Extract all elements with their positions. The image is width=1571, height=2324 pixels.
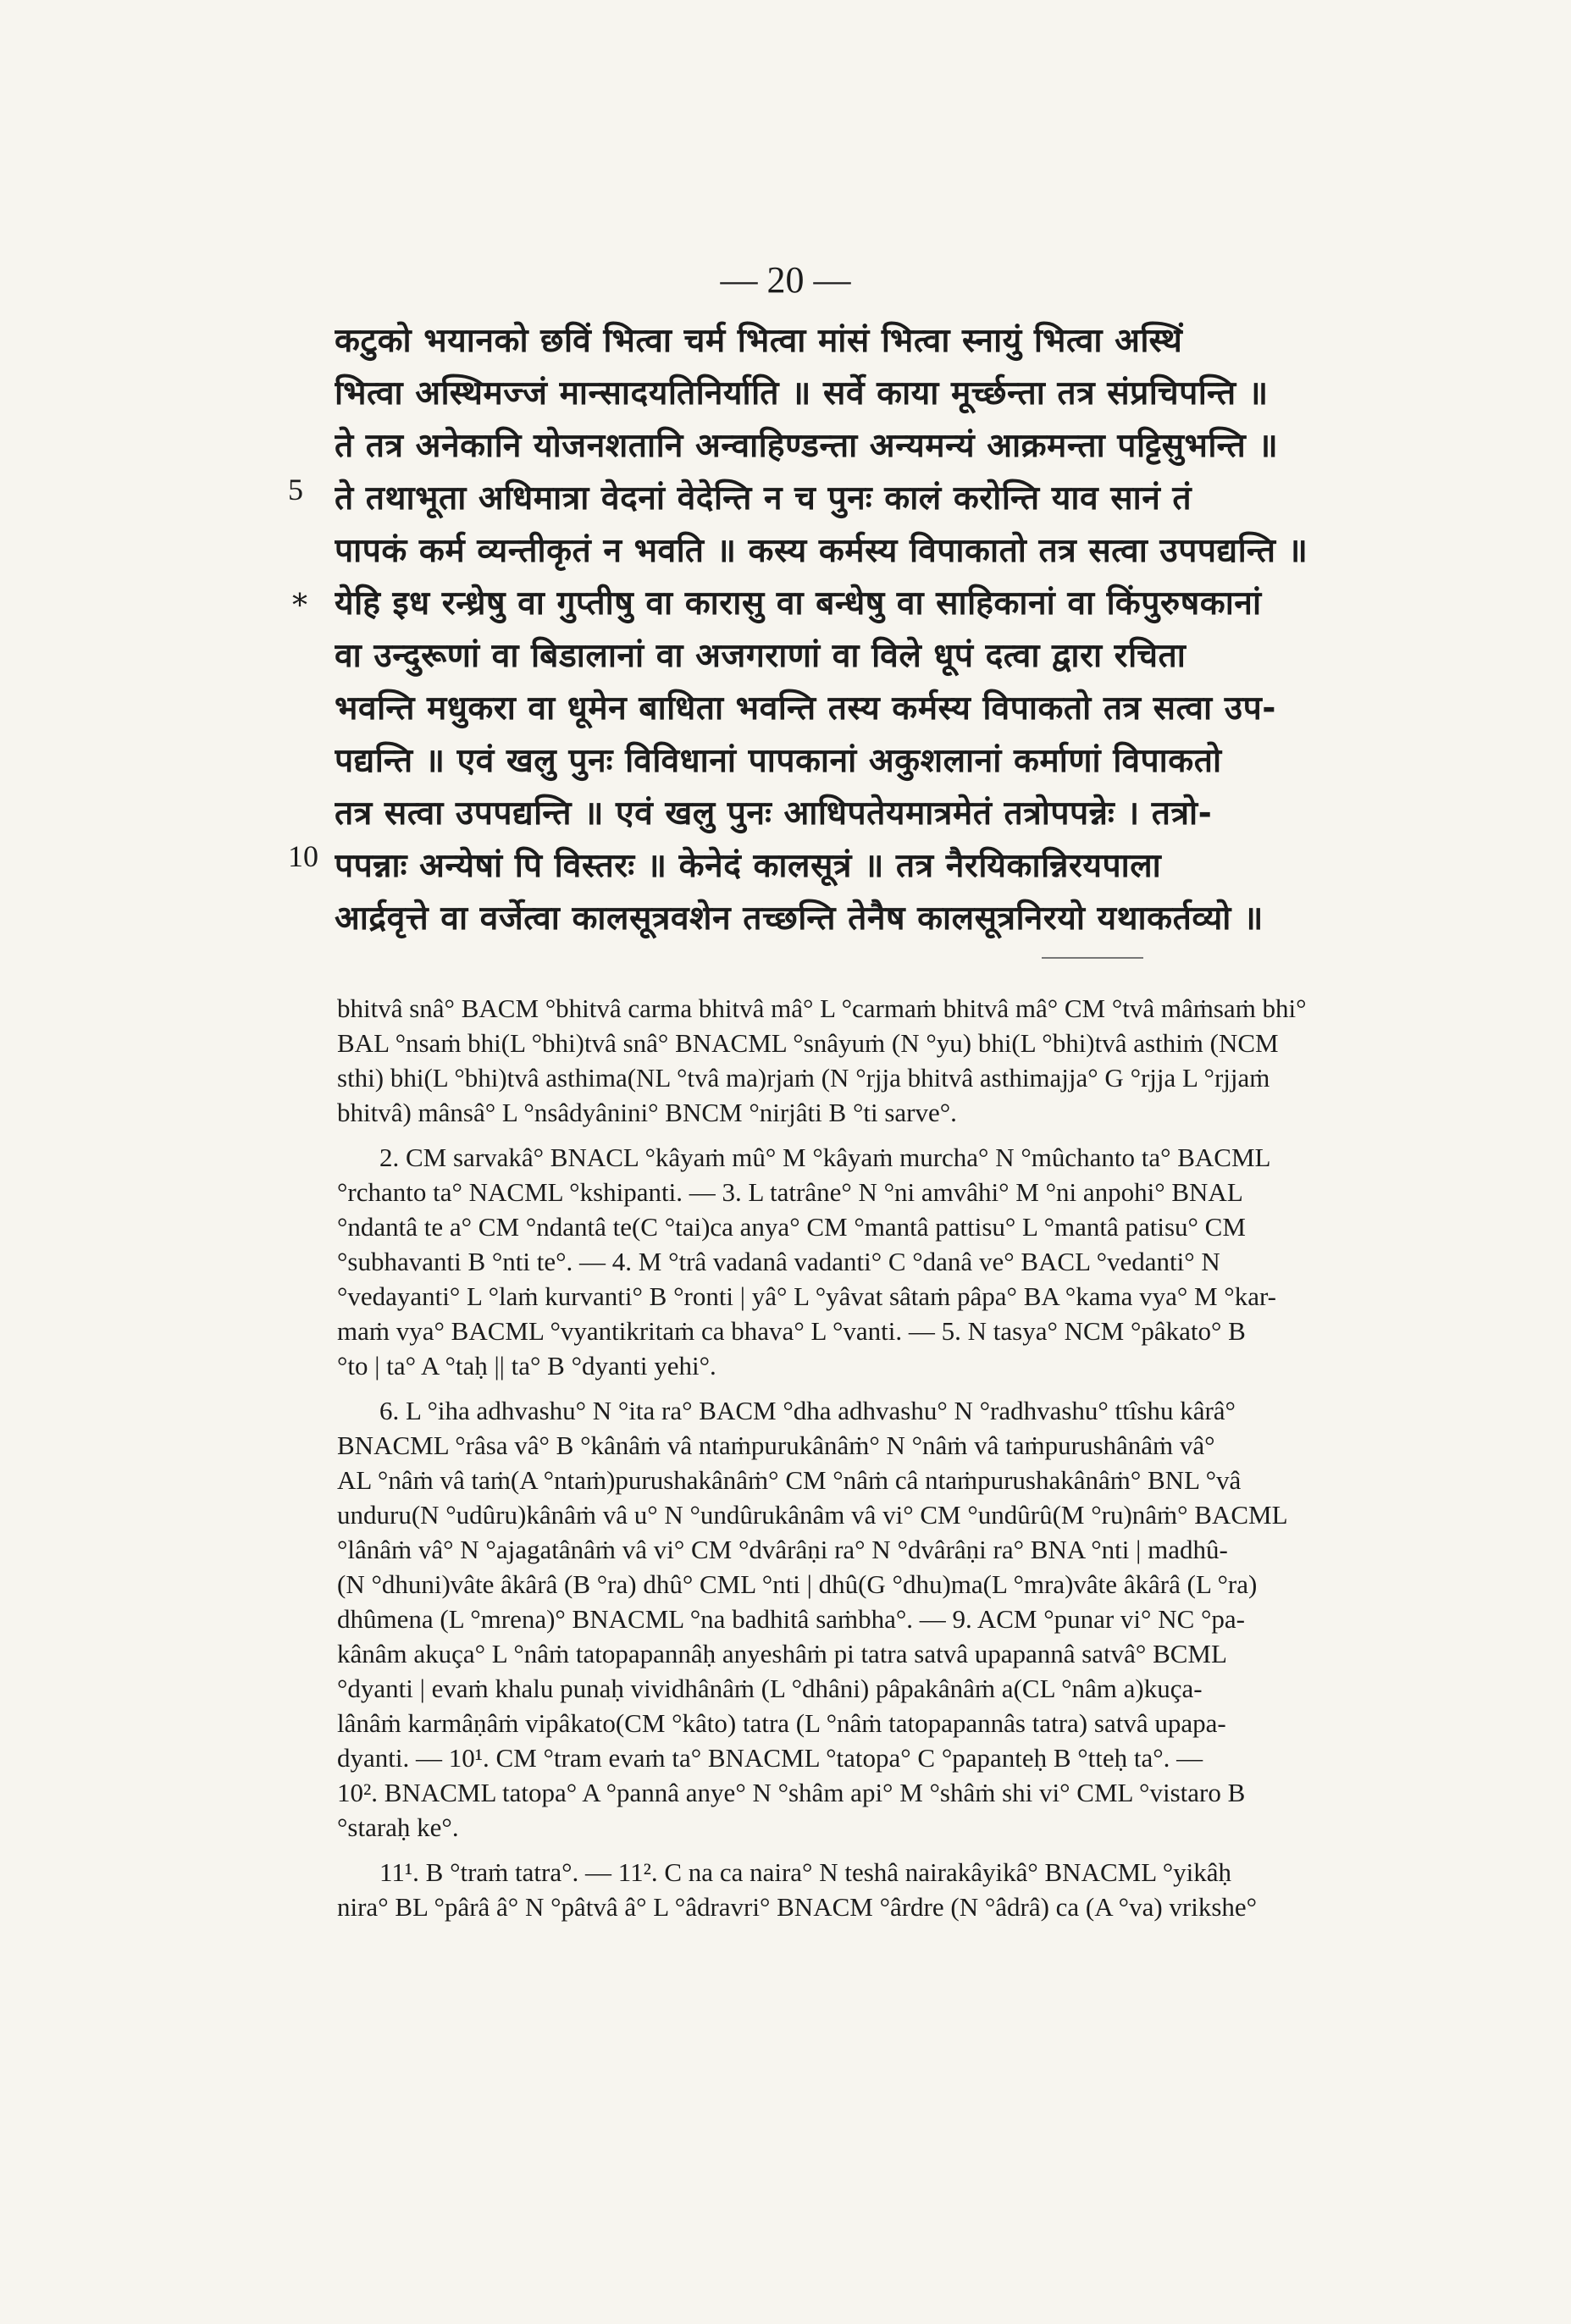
note-line: °to | ta° A °taḥ || ta° B °dyanti yehi°. xyxy=(337,1351,716,1381)
note-line: BAL °nsaṁ bhi(L °bhi)tvâ snâ° BNACML °snâyuṁ (N °yu) bhi(L °bhi)tvâ asthiṁ (NCM xyxy=(337,1028,1279,1058)
text-line: पापकं कर्म व्यन्तीकृतं न भवति ॥ कस्य कर्मस्य विपाकातो तत्र सत्वा उपपद्यन्ति ॥ xyxy=(335,532,1308,570)
note-line: AL °nâṁ vâ taṁ(A °ntaṁ)purushakânâṁ° CM °nâṁ câ ntaṁpurushakânâṁ° BNL °vâ xyxy=(337,1465,1242,1495)
text-line: ते तत्र अनेकानि योजनशतानि अन्वाहिण्डन्ता अन्यमन्यं आक्रमन्ता पट्टिसुभन्ति ॥ xyxy=(335,427,1279,465)
note-line: °staraḥ ke°. xyxy=(337,1812,459,1842)
note-line: 6. L °iha adhvashu° N °ita ra° BACM °dha adhvashu° N °radhvashu° ttîshu kârâ° xyxy=(379,1396,1236,1425)
note-line: 10². BNACML tatopa° A °pannâ anye° N °shâm api° M °shâṁ shi vi° CML °vistaro B xyxy=(337,1778,1246,1807)
note-line: bhitvâ) mânsâ° L °nsâdyânini° BNCM °nirjâti B °ti sarve°. xyxy=(337,1098,957,1127)
divider-rule xyxy=(1042,957,1143,959)
note-line: °lânâṁ vâ° N °ajagatânâṁ vâ vi° CM °dvârâṇi ra° N °dvârâṇi ra° BNA °nti | madhû- xyxy=(337,1535,1228,1564)
text-line: कटुको भयानको छविं भित्वा चर्म भित्वा मांसं भित्वा स्नायुं भित्वा अस्थिं xyxy=(335,322,1183,360)
text-line: येहि इध रन्ध्रेषु वा गुप्तीषु वा कारासु वा बन्धेषु वा साहिकानां वा किंपुरुषकानां xyxy=(335,584,1262,622)
note-line: sthi) bhi(L °bhi)tvâ asthima(NL °tvâ ma)rjaṁ (N °rjja bhitvâ asthimajja° G °rjja L °rjjaṁ xyxy=(337,1063,1270,1093)
text-line: भवन्ति मधुकरा वा धूमेन बाधिता भवन्ति तस्य कर्मस्य विपाकतो तत्र सत्वा उप- xyxy=(335,689,1276,728)
text-line: तत्र सत्वा उपपद्यन्ति ॥ एवं खलु पुनः आधिपतेयमात्रमेतं तत्रोपपन्नेः । तत्रो- xyxy=(335,794,1213,833)
note-line: °subhavanti B °nti te°. — 4. M °trâ vadanâ vadanti° C °danâ ve° BACL °vedanti° N xyxy=(337,1247,1220,1276)
critical-apparatus xyxy=(337,991,1438,1924)
text-line: आर्द्रवृत्ते वा वर्जेत्वा कालसूत्रवशेन तच्छन्ति तेनैष कालसूत्रनिरयो यथाकर्तव्यो ॥ xyxy=(335,899,1264,938)
main-text xyxy=(335,315,1435,945)
line-number-5: 5 xyxy=(288,473,303,506)
note-line: kânâm akuça° L °nâṁ tatopapannâḥ anyeshâṁ pi tatra satvâ upapannâ satvâ° BCML xyxy=(337,1639,1227,1668)
line-number-10: 10 xyxy=(288,839,318,873)
note-line: maṁ vya° BACML °vyantikritaṁ ca bhava° L °vanti. — 5. N tasya° NCM °pâkato° B xyxy=(337,1316,1246,1346)
note-line: 2. CM sarvakâ° BNACL °kâyaṁ mû° M °kâyaṁ murcha° N °mûchanto ta° BACML xyxy=(379,1143,1271,1172)
note-line: °rchanto ta° NACML °kshipanti. — 3. L tatrâne° N °ni amvâhi° M °ni anpohi° BNAL xyxy=(337,1177,1243,1207)
note-line: °dyanti | evaṁ khalu punaḥ vividhânâṁ (L °dhâni) pâpakânâṁ a(CL °nâm a)kuça- xyxy=(337,1674,1203,1703)
text-line: पद्यन्ति ॥ एवं खलु पुनः विविधानां पापकानां अकुशलानां कर्माणां विपाकतो xyxy=(335,742,1222,780)
text-line: भित्वा अस्थिमज्जं मान्सादयतिनिर्याति ॥ सर्वे काया मूर्च्छन्ता तत्र संप्रचिपन्ति ॥ xyxy=(335,374,1269,412)
margin-asterisk: * xyxy=(292,589,307,623)
note-line: lânâṁ karmâṇâṁ vipâkato(CM °kâto) tatra (L °nâṁ tatopapannâs tatra) satvâ upapa- xyxy=(337,1708,1226,1738)
text-line: पपन्नाः अन्येषां पि विस्तरः ॥ केनेदं कालसूत्रं ॥ तत्र नैरयिकान्निरयपाला xyxy=(335,847,1162,885)
page-number: — 20 — xyxy=(720,259,851,301)
note-line: BNACML °râsa vâ° B °kânâṁ vâ ntaṁpurukânâṁ° N °nâṁ vâ taṁpurushânâṁ vâ° xyxy=(337,1430,1215,1460)
note-line: °ndantâ te a° CM °ndantâ te(C °tai)ca anya° CM °mantâ pattisu° L °mantâ patisu° CM xyxy=(337,1212,1246,1242)
note-line: dyanti. — 10¹. CM °tram evaṁ ta° BNACML °tatopa° C °papanteḥ B °tteḥ ta°. — xyxy=(337,1743,1203,1773)
note-line: bhitvâ snâ° BACM °bhitvâ carma bhitvâ mâ° L °carmaṁ bhitvâ mâ° CM °tvâ mâṁsaṁ bhi° xyxy=(337,993,1307,1023)
text-line: वा उन्दुरूणां वा बिडालानां वा अजगराणां वा विले धूपं दत्वा द्वारा रचिता xyxy=(335,637,1187,675)
note-line: °vedayanti° L °laṁ kurvanti° B °ronti | yâ° L °yâvat sâtaṁ pâpa° BA °kama vya° M °kar- xyxy=(337,1281,1276,1311)
note-line: (N °dhuni)vâte âkârâ (B °ra) dhû° CML °nti | dhû(G °dhu)ma(L °mra)vâte âkârâ (L °ra) xyxy=(337,1569,1258,1599)
note-line: nira° BL °pârâ â° N °pâtvâ â° L °âdravri° BNACM °ârdre (N °âdrâ) ca (A °va) vrikshe° xyxy=(337,1892,1258,1922)
note-line: dhûmena (L °mrena)° BNACML °na badhitâ saṁbha°. — 9. ACM °punar vi° NC °pa- xyxy=(337,1604,1245,1634)
note-line: 11¹. B °traṁ tatra°. — 11². C na ca naira° N teshâ nairakâyikâ° BNACML °yikâḥ xyxy=(379,1857,1232,1887)
text-line: ते तथाभूता अधिमात्रा वेदनां वेदेन्ति न च पुनः कालं करोन्ति याव सानं तं xyxy=(335,479,1192,517)
note-line: unduru(N °udûru)kânâṁ vâ u° N °undûrukânâm vâ vi° CM °undûrû(M °ru)nâṁ° BACML xyxy=(337,1500,1288,1530)
